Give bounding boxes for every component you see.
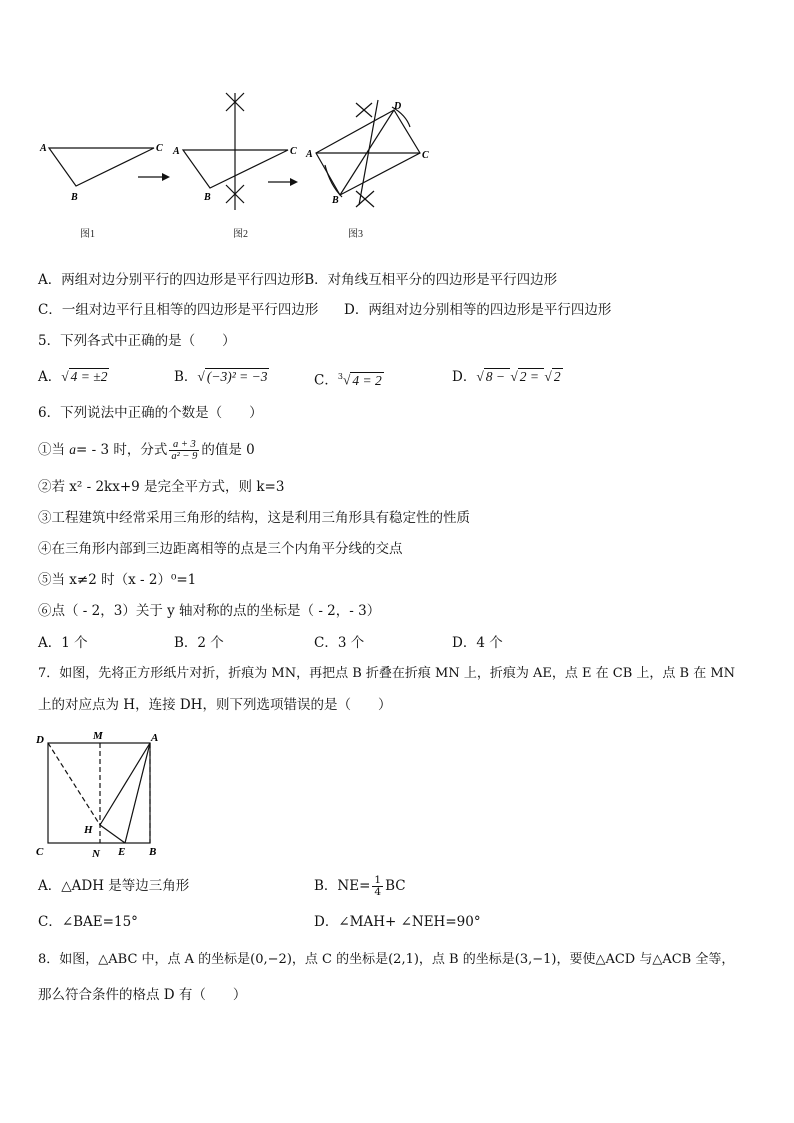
svg-text:C: C (36, 846, 44, 858)
q5-option-d-body-2: 2 = (519, 369, 543, 384)
arrow-2-icon (268, 178, 298, 186)
q6-stem: 6．下列说法中正确的个数是（ ） (38, 405, 263, 421)
svg-text:H: H (84, 824, 93, 836)
q5-option-a: A．√ 4 = ±2 (38, 369, 108, 385)
q4-construction-figures (30, 85, 450, 245)
q7-option-d: D．∠MAH+ ∠NEH=90° (314, 914, 481, 930)
q6-option-d: D．4 个 (452, 635, 503, 651)
svg-text:C: C (290, 146, 297, 157)
figure-3 (316, 100, 420, 207)
q5-option-c-index: 3 (337, 372, 343, 381)
figure-2-caption: 图2 (233, 229, 248, 240)
svg-text:M: M (93, 730, 103, 742)
q7-option-b (314, 870, 406, 902)
q5-option-a-prefix: A． (38, 369, 62, 385)
q5-stem: 5．下列各式中正确的是（ ） (38, 333, 236, 349)
svg-text:E: E (118, 846, 126, 858)
q5-option-b-body: (−3)² = −3 (206, 369, 268, 384)
q5-option-c: C．$^3$√ 4 = 2 (314, 372, 382, 389)
q7-option-b-suffix: BC (385, 878, 406, 894)
q6-statement-4: ④在三角形内部到三边距离相等的点是三个内角平分线的交点 (38, 541, 403, 557)
q7-stem-line-2: 上的对应点为 H，连接 DH，则下列选项错误的是（ ） (38, 697, 392, 713)
svg-text:C: C (422, 150, 429, 161)
svg-text:A: A (306, 149, 313, 160)
q5-option-c-body: 4 = 2 (352, 372, 382, 388)
svg-text:A: A (40, 143, 47, 154)
svg-text:C: C (156, 143, 163, 154)
svg-text:B: B (71, 192, 78, 203)
q8-stem-line-2: 那么符合条件的格点 D 有（ ） (38, 987, 247, 1003)
q6-statement-2: ②若 x² - 2kx+9 是完全平方式，则 k=3 (38, 479, 285, 495)
q5-option-d-body-1: 8 − (485, 369, 509, 384)
q5-option-b-prefix: B． (174, 369, 198, 385)
q6-s1-numerator: a + 3 (169, 439, 199, 451)
q7-option-b-denominator: 4 (374, 886, 382, 898)
q7-label-D: D (36, 734, 44, 746)
figure-2 (183, 93, 288, 210)
figure-3-caption: 图3 (348, 229, 363, 240)
q4-option-ab: A．两组对边分别平行的四边形是平行四边形B．对角线互相平分的四边形是平行四边形 (38, 272, 558, 288)
q6-s1-denominator: a² − 9 (171, 451, 198, 462)
q6-statement-1 (38, 436, 255, 464)
q6-s1-post: 的值是 0 (201, 442, 255, 458)
q5-option-c-prefix: C． (314, 372, 338, 389)
q5-option-d-prefix: D． (452, 369, 477, 385)
figure-1 (49, 148, 154, 186)
q5-option-a-body: 4 = ±2 (70, 369, 108, 384)
q7-stem-line-1: 7．如图，先将正方形纸片对折，折痕为 MN，再把点 B 折叠在折痕 MN 上，折痕为 AE，点 E 在 CB 上，点 B 在 MN (38, 666, 736, 681)
q6-s1-var: a (69, 442, 77, 457)
q6-statement-6: ⑥点（ - 2，3）关于 y 轴对称的点的坐标是（ - 2，- 3） (38, 603, 381, 619)
q5-option-b: B．√ (−3)² = −3 (174, 369, 268, 385)
svg-text:A: A (151, 732, 159, 744)
svg-text:A: A (173, 146, 180, 157)
q6-option-a: A．1 个 (38, 635, 88, 651)
q6-statement-5: ⑤当 x≠2 时（x - 2）⁰=1 (38, 572, 197, 588)
q5-option-d: D．√ 8 − √ 2 = √ 2 (452, 369, 561, 385)
q6-option-c: C．3 个 (314, 635, 365, 651)
q7-option-b-prefix: B．NE= (314, 878, 371, 894)
q7-option-c: C．∠BAE=15° (38, 914, 138, 930)
q7-square-figure (30, 725, 180, 865)
q6-statement-3: ③工程建筑中经常采用三角形的结构，这是利用三角形具有稳定性的性质 (38, 510, 470, 526)
svg-text:D: D (394, 101, 402, 112)
svg-text:B: B (332, 195, 339, 206)
q8-stem-line-1: 8．如图，△ABC 中，点 A 的坐标是(0,−2)，点 C 的坐标是(2,1)，点 B 的坐标是(3,−1)，要使△ACD 与△ACB 全等， (38, 952, 735, 967)
q6-s1-mid: = - 3 时，分式 (76, 442, 168, 458)
figure-1-caption: 图1 (80, 229, 95, 240)
svg-text:N: N (92, 848, 100, 860)
q7-option-a: A．△ADH 是等边三角形 (38, 878, 190, 894)
q6-option-b: B．2 个 (174, 635, 224, 651)
arrow-1-icon (138, 173, 170, 181)
q5-option-d-body-3: 2 (553, 369, 561, 384)
q7-option-b-numerator: 1 (374, 874, 382, 886)
q6-s1-prefix: ①当 (38, 442, 70, 458)
q4-option-c: C．一组对边平行且相等的四边形是平行四边形 (38, 302, 319, 318)
svg-text:B: B (149, 846, 157, 858)
q4-option-d: D．两组对边分别相等的四边形是平行四边形 (344, 302, 612, 318)
svg-text:B: B (204, 192, 211, 203)
